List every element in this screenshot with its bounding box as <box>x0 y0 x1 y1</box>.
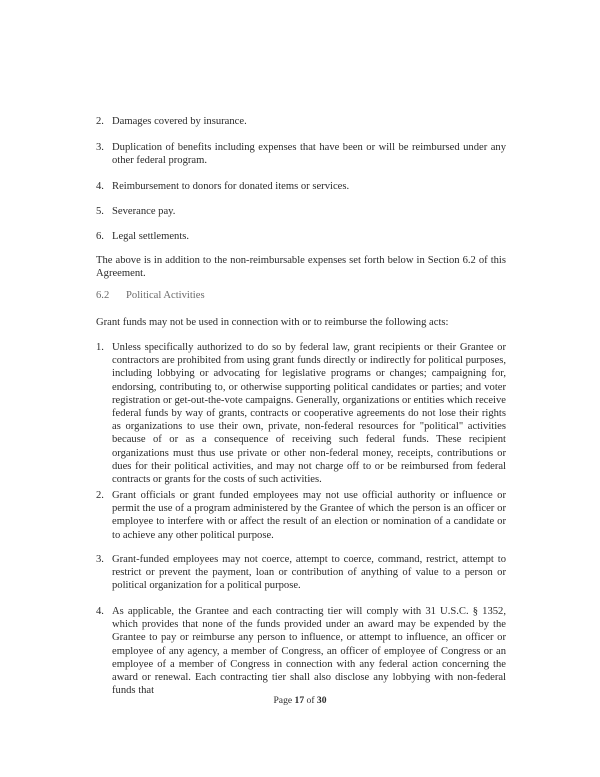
list-number: 3. <box>96 142 104 153</box>
addition-note: The above is in addition to the non-reimbursable expenses set forth below in Section 6.2 of this Agreement. <box>96 255 506 280</box>
list-item <box>96 141 506 167</box>
list-item <box>96 180 506 193</box>
list-number: 3. <box>96 554 104 565</box>
list-text: Legal settlements. <box>112 231 190 242</box>
list-number: 2. <box>96 490 104 501</box>
list-text: Severance pay. <box>112 206 176 217</box>
list-item <box>96 205 506 218</box>
section-number: 6.2 <box>96 290 110 301</box>
list-text: Grant-funded employees may not coerce, attempt to coerce, command, restrict, attempt to restrict or prevent the payment, loan or contribution of anything of value to a person or political organization for a political purpose. <box>112 554 506 592</box>
list-item <box>96 553 506 593</box>
list-number: 4. <box>96 606 104 617</box>
list-number: 5. <box>96 206 104 217</box>
list-number: 6. <box>96 231 104 242</box>
list-number: 4. <box>96 181 104 192</box>
list-item <box>96 605 506 697</box>
section-intro: Grant funds may not be used in connection with or to reimburse the following acts: <box>96 317 449 328</box>
footer-total-pages: 30 <box>316 695 327 706</box>
list-item <box>96 115 506 128</box>
list-number: 1. <box>96 342 104 353</box>
section-heading <box>96 289 205 302</box>
list-text: Duplication of benefits including expenses that have been or will be reimbursed under any other federal program. <box>112 142 506 167</box>
list-text: Unless specifically authorized to do so by federal law, grant recipients or their Grantee or contractors are prohibited from using grant funds directly or indirectly for political purposes, including lobbying or advocating for legislative programs or changes; campaigning for, endorsing, contributing to, or otherwise supporting political candidates or parties; and voter registration or get-out-the-vote campaigns. Generally, organizations or entities which receive federal funds by way of grants, contracts or cooperative agreements do not lose their rights as organizations to use their own, private, non-federal resources for "political" activities because of or as a consequence of receiving such federal funds. These recipient organizations must thus use private or other non-federal money, receipts, contributions or dues for their political activities, and may not charge off to or be reimbursed from federal contracts or grants for the costs of such activities. <box>112 342 506 486</box>
footer-prefix: Page <box>273 695 295 706</box>
list-text: Reimbursement to donors for donated items or services. <box>112 181 350 192</box>
list-item <box>96 489 506 542</box>
list-text: Damages covered by insurance. <box>112 116 247 127</box>
list-text: As applicable, the Grantee and each contracting tier will comply with 31 U.S.C. § 1352, which provides that none of the funds provided under an award may be expended by the Grantee to pay or reimburse any person to influence, or attempt to influence, an officer or employee of any agency, a member of Congress, an officer of employee of Congress or an employee of a member of Congress in connection with any federal action concerning the award or renewal. Each contracting tier shall also disclose any lobbying with non-federal funds that <box>112 606 506 697</box>
section-title: Political Activities <box>126 290 205 301</box>
list-text: Grant officials or grant funded employees may not use official authority or influence or permit the use of a program administered by the Grantee of which the person is an officer or employee to interfere with or affect the result of an election or nomination of a candidate or to achieve any other political purpose. <box>112 490 506 541</box>
list-item <box>96 230 506 243</box>
list-number: 2. <box>96 116 104 127</box>
page-footer <box>0 695 600 706</box>
footer-current-page: 17 <box>294 695 305 706</box>
footer-middle: of <box>304 695 317 706</box>
list-item <box>96 341 506 486</box>
